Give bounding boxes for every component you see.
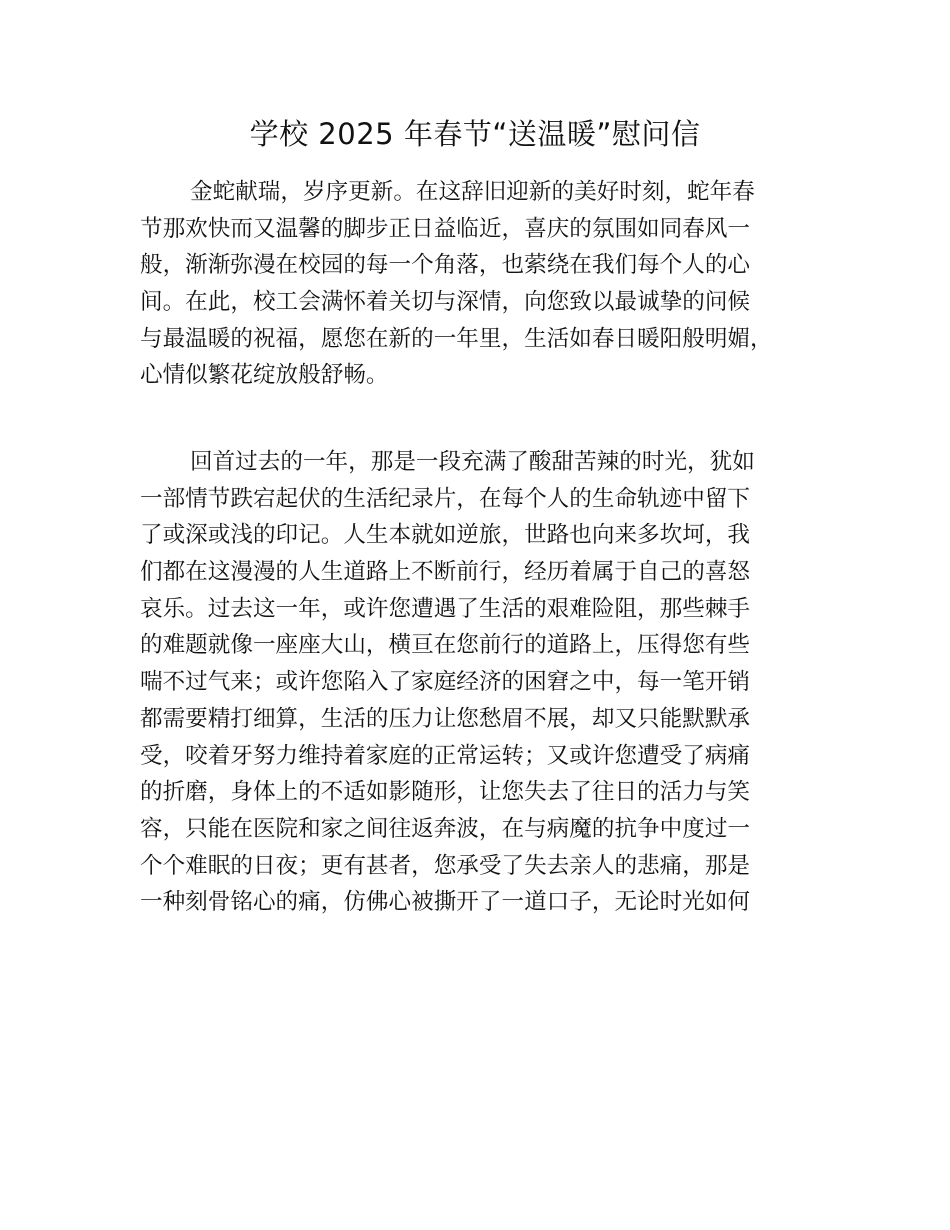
paragraph-greeting xyxy=(140,174,860,394)
text-line: 金蛇献瑞，岁序更新。在这辞旧迎新的美好时刻，蛇年春 xyxy=(190,179,755,205)
text-line: 哀乐。过去这一年，或许您遭遇了生活的艰难险阻，那些棘手 xyxy=(140,595,751,622)
text-line: 一种刻骨铭心的痛，仿佛心被撕开了一道口子，无论时光如何 xyxy=(140,889,751,916)
text-line: 都需要精打细算，生活的压力让您愁眉不展，却又只能默默承 xyxy=(140,705,751,732)
text-line: 般，渐渐弥漫在校园的每一个角落，也萦绕在我们每个人的心 xyxy=(140,252,751,279)
text-line: 了或深或浅的印记。人生本就如逆旅，世路也向来多坎坷，我 xyxy=(140,522,751,549)
text-line: 喘不过气来；或许您陷入了家庭经济的困窘之中，每一笔开销 xyxy=(140,669,751,696)
text-line: 间。在此，校工会满怀着关切与深情，向您致以最诚挚的问候 xyxy=(140,289,751,316)
text-line: 的折磨，身体上的不适如影随形，让您失去了往日的活力与笑 xyxy=(140,779,751,806)
text-line: 与最温暖的祝福，愿您在新的一年里，生活如春日暖阳般明媚， xyxy=(140,325,773,352)
text-line: 们都在这漫漫的人生道路上不断前行，经历着属于自己的喜怒 xyxy=(140,559,751,586)
text-line: 一部情节跌宕起伏的生活纪录片，在每个人的生命轨迹中留下 xyxy=(140,485,751,512)
text-line: 容，只能在医院和家之间往返奔波，在与病魔的抗争中度过一 xyxy=(140,815,751,842)
text-line: 受，咬着牙努力维持着家庭的正常运转；又或许您遭受了病痛 xyxy=(140,742,751,769)
text-line: 个个难眠的日夜；更有甚者，您承受了失去亲人的悲痛，那是 xyxy=(140,852,751,879)
text-line: 的难题就像一座座大山，横亘在您前行的道路上，压得您有些 xyxy=(140,632,751,659)
paragraph-review xyxy=(140,444,860,921)
text-line: 心情似繁花绽放般舒畅。 xyxy=(140,362,389,389)
text-line: 节那欢快而又温馨的脚步正日益临近，喜庆的氛围如同春风一 xyxy=(140,215,751,242)
letter-title: 学校 2025 年春节“送温暖”慰问信 xyxy=(249,117,701,151)
text-line: 回首过去的一年，那是一段充满了酸甜苦辣的时光，犹如 xyxy=(190,449,755,475)
